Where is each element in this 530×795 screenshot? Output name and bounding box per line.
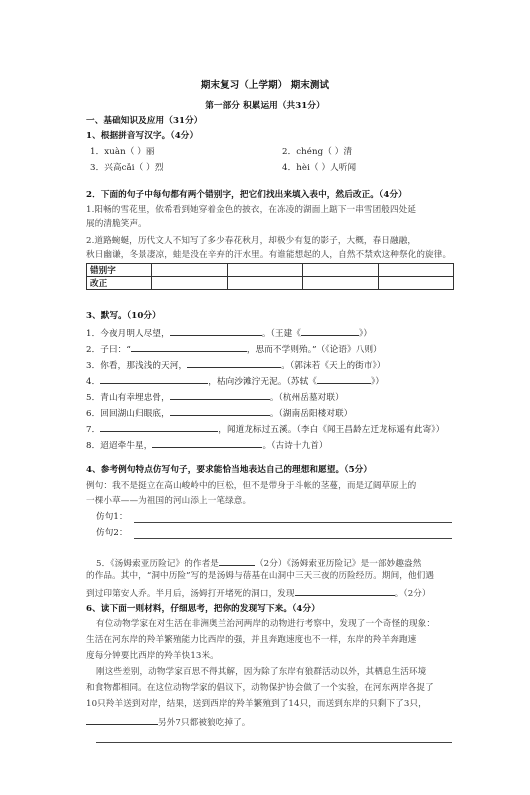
q6-para-line-3: 度每分钟要比西岸的羚羊快13米。	[86, 651, 219, 661]
correction-table	[86, 263, 454, 290]
q3-text: 1．今夜月明人尽望，	[86, 329, 170, 339]
q3-text: 》）	[371, 377, 385, 387]
answer-blank[interactable]	[100, 374, 208, 384]
answer-blank[interactable]	[170, 390, 270, 400]
table-cell[interactable]	[152, 264, 228, 277]
q4-imitation-1-label: 仿句1：	[96, 512, 128, 522]
table-row-label: 改正	[87, 277, 152, 290]
q5-line-3	[86, 586, 431, 600]
q1-heading: 1、根据拼音写汉字。（4分）	[86, 131, 199, 141]
q6-para-line-7	[86, 715, 251, 729]
q6-para-line-5: 和食物都相同。在这位动物学家的倡议下，动物保护协会做了一个实验，在河东两岸各捉了	[86, 683, 434, 693]
q3-text: 4．	[86, 377, 101, 387]
answer-blank[interactable]	[170, 326, 262, 336]
q3-line-3	[86, 358, 386, 372]
q3-heading: 3、默写。（10分）	[86, 311, 161, 321]
answer-blank[interactable]	[86, 715, 158, 725]
q3-text: 。（杭州岳墓对联）	[269, 393, 344, 403]
q1-item-1: 1．xuàn（ ）丽	[90, 147, 155, 157]
q5-text: 到过印第安人乔。半月后，汤姆打开堵死的洞口，发现	[86, 589, 295, 599]
answer-blank[interactable]	[295, 586, 395, 596]
q3-line-2	[86, 342, 382, 356]
part-heading: 第一部分 积累运用（共31分）	[205, 101, 325, 111]
table-cell[interactable]	[378, 277, 454, 290]
q4-example-line-1: 例句：我不是挺立在高山峻岭中的巨松，但不是带身于斗帐的茎蔓，而是辽阔草原上的	[86, 481, 417, 491]
q3-text: 8．迢迢牵牛星，	[86, 441, 153, 451]
q6-para-line-1: 有位动物学家在对生活在非洲奥兰治河两岸的动物进行考察中，发现了一个奇怪的现象：	[96, 619, 436, 629]
table-row	[87, 264, 454, 277]
q3-line-4	[86, 374, 384, 388]
q3-text: 。（王建《	[261, 329, 301, 339]
q2-heading: 2．下面的句子中每句都有两个错别字，把它们找出来填入表中，然后改正。（4分）	[86, 190, 407, 200]
q3-text: 》）	[358, 329, 373, 339]
q3-text: 。（郭沫若《天上的街市》）	[281, 361, 386, 371]
table-cell[interactable]	[378, 264, 454, 277]
answer-blank[interactable]	[187, 358, 281, 368]
table-row-label: 错别字	[87, 264, 152, 277]
q4-imitation-2-label: 仿句2：	[96, 528, 128, 538]
q6-para-line-4: 刚这些差别，动物学家百思不得其解，因为除了东岸有狼群活动以外，其栖息生活环境	[96, 667, 427, 677]
q3-line-6	[86, 406, 352, 420]
q2-passage-2-line-2: 秋日幽谦，冬景凄凉，蛙是没在辛弃的汗水里。有谁能想起的人，自然不禁欢这种祭化的旋律。	[86, 250, 452, 260]
q1-item-3: 3．兴高cǎi（ ）烈	[90, 163, 164, 173]
q6-para-line-6: 10只羚羊送到对岸，结果，送到西岸的羚羊繁殖到了14只，而送到东岸的只剩下了3只，	[86, 699, 427, 709]
answer-blank[interactable]	[170, 406, 270, 416]
q1-item-4: 4．hèi（ ）人听闻	[282, 163, 357, 173]
q4-imitation-1-line[interactable]	[134, 522, 452, 523]
table-cell[interactable]	[227, 264, 303, 277]
q3-line-1	[86, 326, 372, 340]
q3-line-5	[86, 390, 344, 404]
q3-line-7	[86, 422, 444, 436]
answer-blank[interactable]	[219, 556, 255, 566]
table-row	[87, 277, 454, 290]
table-cell[interactable]	[152, 277, 228, 290]
q1-item-2: 2．chéng（ ）清	[282, 147, 353, 157]
table-cell[interactable]	[227, 277, 303, 290]
q3-text: 2．子曰：“	[86, 345, 131, 355]
q6-text: 另外7只都被狼吃掉了。	[158, 718, 251, 728]
q3-text: 。（湖南岳阳楼对联）	[269, 409, 353, 419]
q3-line-8	[86, 438, 328, 452]
q3-text: ，思而不学则殆。”（《论语》八则）	[246, 345, 382, 355]
answer-blank[interactable]	[100, 422, 218, 432]
table-cell[interactable]	[303, 277, 379, 290]
q3-text: 5．青山有幸埋忠骨，	[86, 393, 170, 403]
answer-blank[interactable]	[317, 374, 371, 384]
q5-line-2: 的作品。其中，“洞中历险”写的是汤姆与蓓基在山洞中三天三夜的历险经历。期间，他们遇	[86, 571, 435, 581]
q3-text: 。（古诗十九首）	[262, 441, 328, 451]
q5-text: 。（2分）	[394, 589, 431, 599]
q6-para-line-2: 生活在河东岸的羚羊繁殖能力比西岸的强，并且奔跑速度也不一样，东岸的羚羊奔跑速	[86, 635, 417, 645]
q3-text: 7．	[86, 425, 101, 435]
q2-passage-1-line-1: 1.阳畅的雪花里，依希看到她穿着金色的披衣，在冻凌的湖面上踮下一串雪团般四处延	[86, 205, 417, 215]
q4-heading: 4、参考例句特点仿写句子，要求能恰当地表达自己的理想和愿望。（5分）	[86, 465, 373, 475]
q4-imitation-2-line[interactable]	[134, 538, 452, 539]
section-heading: 一、基础知识及应用（31分）	[86, 116, 203, 126]
answer-blank[interactable]	[301, 326, 359, 336]
q3-text: ，枯向沙滩泞无泥。（苏轼《	[208, 377, 317, 387]
q6-heading: 6、读下面一则材料，仔细思考，把你的发现写下来。（4分）	[86, 604, 320, 614]
q5-text: （2分）《汤姆索亚历险记》是一部妙趣盎然	[254, 559, 422, 569]
q3-text: 6．回回湖山归眼底，	[86, 409, 170, 419]
q2-passage-1-line-2: 展的清脆笑声。	[86, 219, 147, 229]
q2-passage-2-line-1: 2.道路蜿蜒，历代文人不知写了多少春花秋月，却极少有复的影子，大概，春日融融，	[86, 236, 417, 246]
q5-line-1	[96, 556, 421, 570]
q4-example-line-2: 一棵小草——为祖国的河山添上一笔绿意。	[86, 496, 252, 506]
answer-blank[interactable]	[131, 342, 247, 352]
q6-answer-line[interactable]	[96, 742, 452, 743]
table-cell[interactable]	[303, 264, 379, 277]
q3-text: 3．你看，那浅浅的天河，	[86, 361, 188, 371]
q5-text: 5．《汤姆索亚历险记》的作者是	[96, 559, 219, 569]
q3-text: ，闻道龙标过五溪。（李白《闻王昌龄左迁龙标遥有此寄》）	[218, 425, 445, 435]
answer-blank[interactable]	[152, 438, 262, 448]
page-title: 期末复习（上学期） 期末测试	[200, 80, 330, 91]
